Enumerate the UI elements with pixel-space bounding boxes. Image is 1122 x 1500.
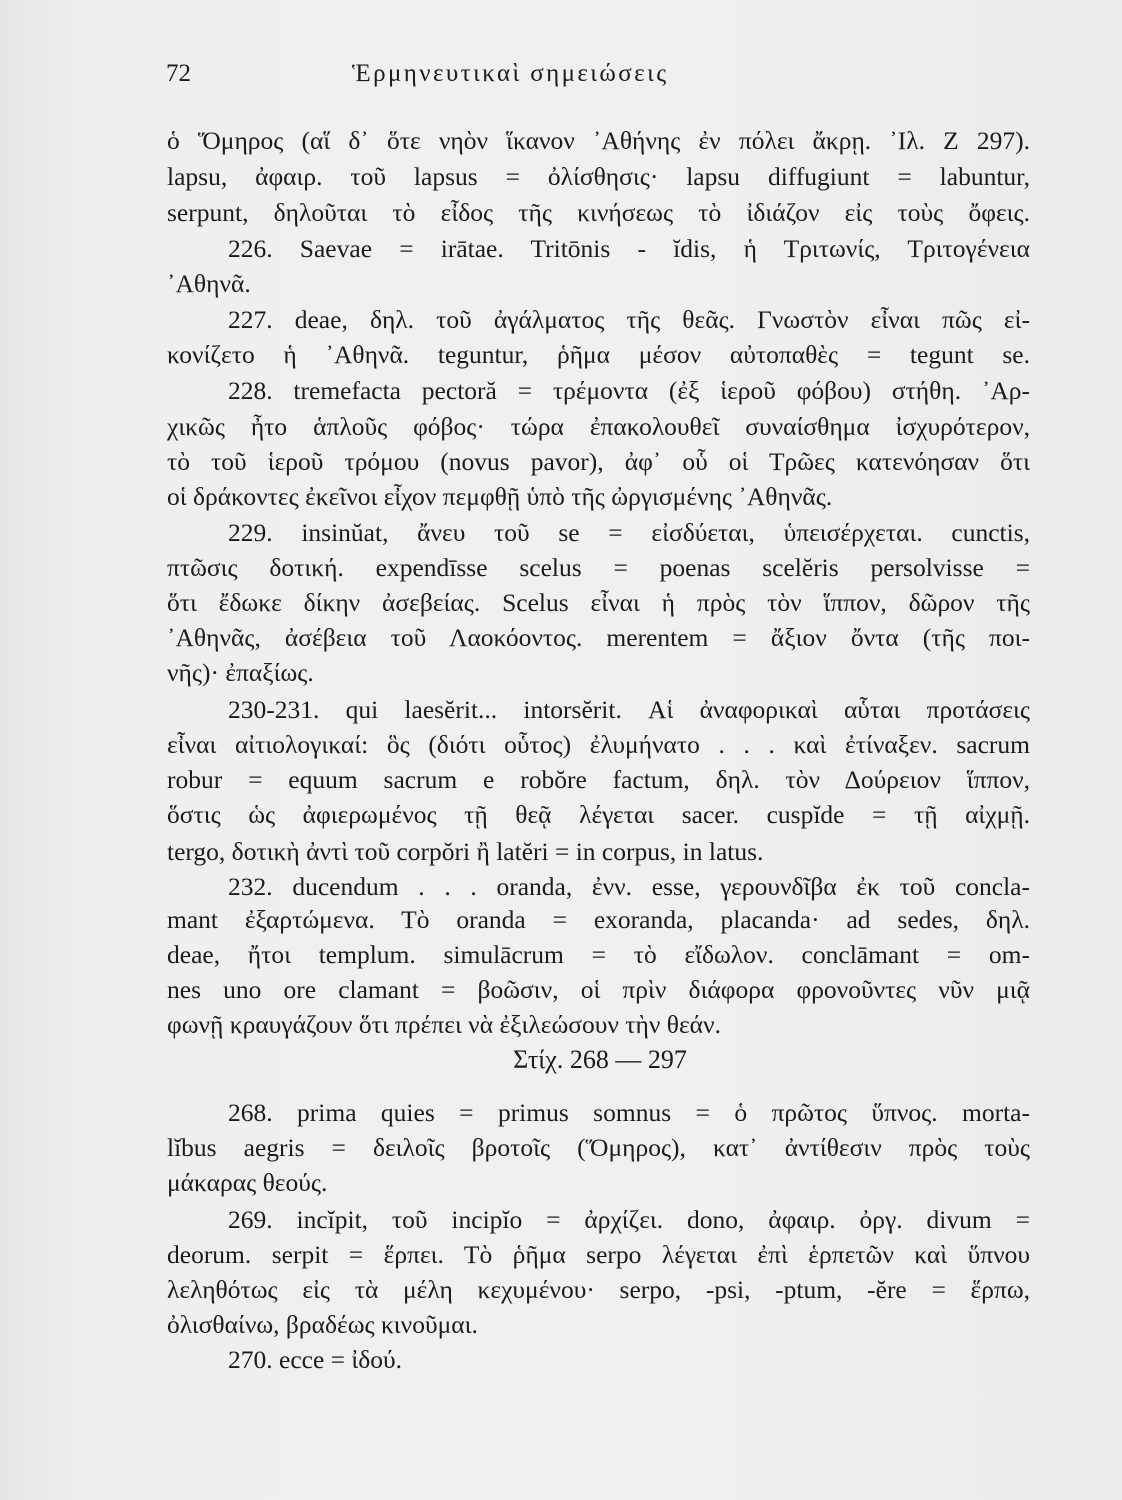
text-line: serpunt, δηλοῦται τὸ εἶδος τῆς κινήσεως τὸ ἰδιάζον εἰς τοὺς ὄφεις.: [167, 198, 1030, 227]
text-line: λεληθότως εἰς τὰ μέλη κεχυμένου· serpo, -psi, -ptum, -ĕre = ἕρπω,: [167, 1275, 1030, 1304]
text-line: deae, ἤτοι templum. simulācrum = τὸ εἴδωλον. conclāmant = om-: [167, 940, 1030, 969]
paragraph-first-line: 227. deae, δηλ. τοῦ ἀγάλματος τῆς θεᾶς. Γνωστὸν εἶναι πῶς εἰ-: [228, 305, 1030, 334]
text-line: lapsu, ἀφαιρ. τοῦ lapsus = ὀλίσθησις· lapsu diffugiunt = labuntur,: [167, 162, 1030, 191]
text-line: φωνῇ κραυγάζουν ὅτι πρέπει νὰ ἐξιλεώσουν τὴν θεάν.: [167, 1010, 721, 1039]
page-number: 72: [166, 60, 191, 87]
text-line: nes uno ore clamant = βοῶσιν, οἱ πρὶν διάφορα φρονοῦντες νῦν μιᾷ: [167, 975, 1030, 1004]
paragraph-first-line: 270. ecce = ἰδού.: [228, 1345, 403, 1374]
section-heading: Στίχ. 268 — 297: [513, 1045, 687, 1074]
text-line: τὸ τοῦ ἱεροῦ τρόμου (novus pavor), ἀφ᾽ οὗ οἱ Τρῶες κατενόησαν ὅτι: [167, 447, 1030, 476]
paragraph-first-line: 229. insinŭat, ἄνευ τοῦ se = εἰσδύεται, ὑπεισέρχεται. cunctis,: [228, 518, 1030, 547]
paragraph-first-line: 232. ducendum . . . oranda, ἐνν. esse, γερουνδῖβα ἐκ τοῦ concla-: [228, 872, 1030, 901]
text-line: deorum. serpit = ἕρπει. Τὸ ῥῆμα serpo λέγεται ἐπὶ ἑρπετῶν καὶ ὕπνου: [167, 1240, 1030, 1269]
paragraph-first-line: 228. tremefacta pectoră = τρέμοντα (ἐξ ἱεροῦ φόβου) στήθη. ᾽Αρ-: [228, 376, 1030, 405]
text-line: εἶναι αἰτιολογικαί: ὃς (διότι οὗτος) ἐλυμήνατο . . . καὶ ἐτίναξεν. sacrum: [167, 730, 1030, 759]
text-line: ὀλισθαίνω, βραδέως κινοῦμαι.: [167, 1310, 478, 1339]
text-line: ᾽Αθηνᾶ.: [167, 269, 251, 298]
text-line: lĭbus aegris = δειλοῖς βροτοῖς (Ὅμηρος), κατ᾽ ἀντίθεσιν πρὸς τοὺς: [167, 1133, 1030, 1162]
text-line: mant ἐξαρτώμενα. Τὸ oranda = exoranda, placanda· ad sedes, δηλ.: [167, 905, 1030, 934]
running-title: Ἑρμηνευτικαὶ σημειώσεις: [352, 60, 669, 87]
paragraph-first-line: 230-231. qui laesĕrit... intorsĕrit. Αἱ ἀναφορικαὶ αὗται προτάσεις: [228, 695, 1030, 724]
text-line: κονίζετο ἡ ᾽Αθηνᾶ. teguntur, ῥῆμα μέσον αὐτοπαθὲς = tegunt se.: [167, 340, 1030, 369]
text-line: νῆς)· ἐπαξίως.: [167, 658, 314, 687]
text-line: tergo, δοτικὴ ἀντὶ τοῦ corpŏri ἢ latĕri = in corpus, in latus.: [167, 837, 764, 866]
text-line: ὁ Ὅμηρος (αἵ δ᾽ ὅτε νηὸν ἵκανον ᾽Αθήνης ἐν πόλει ἄκρῃ. ᾽Ιλ. Ζ 297).: [167, 126, 1030, 155]
paragraph-first-line: 268. prima quies = primus somnus = ὁ πρῶτος ὕπνος. morta-: [228, 1098, 1030, 1127]
text-line: ὅστις ὡς ἀφιερωμένος τῇ θεᾷ λέγεται sacer. cuspĭde = τῇ αἰχμῇ.: [167, 800, 1030, 829]
paragraph-first-line: 269. incĭpit, τοῦ incipĭo = ἀρχίζει. dono, ἀφαιρ. ὀργ. divum =: [228, 1205, 1030, 1234]
text-line: οἱ δράκοντες ἐκεῖνοι εἶχον πεμφθῇ ὑπὸ τῆς ὠργισμένης ᾽Αθηνᾶς.: [167, 482, 833, 511]
text-line: μάκαρας θεούς.: [167, 1168, 328, 1197]
text-line: ὅτι ἔδωκε δίκην ἀσεβείας. Scelus εἶναι ἡ πρὸς τὸν ἵππον, δῶρον τῆς: [167, 588, 1030, 617]
paragraph-first-line: 226. Saevae = irātae. Tritōnis - ĭdis, ἡ Τριτωνίς, Τριτογένεια: [228, 234, 1030, 263]
text-line: χικῶς ἦτο ἁπλοῦς φόβος· τώρα ἐπακολουθεῖ συναίσθημα ἰσχυρότερον,: [167, 412, 1030, 441]
text-line: ᾽Αθηνᾶς, ἀσέβεια τοῦ Λαοκόοντος. merentem = ἄξιον ὄντα (τῆς ποι-: [167, 623, 1030, 652]
text-line: πτῶσις δοτική. expendīsse scelus = poenas scelĕris persolvisse =: [167, 553, 1030, 582]
text-line: robur = equum sacrum e robŏre factum, δηλ. τὸν Δούρειον ἵππον,: [167, 765, 1030, 794]
